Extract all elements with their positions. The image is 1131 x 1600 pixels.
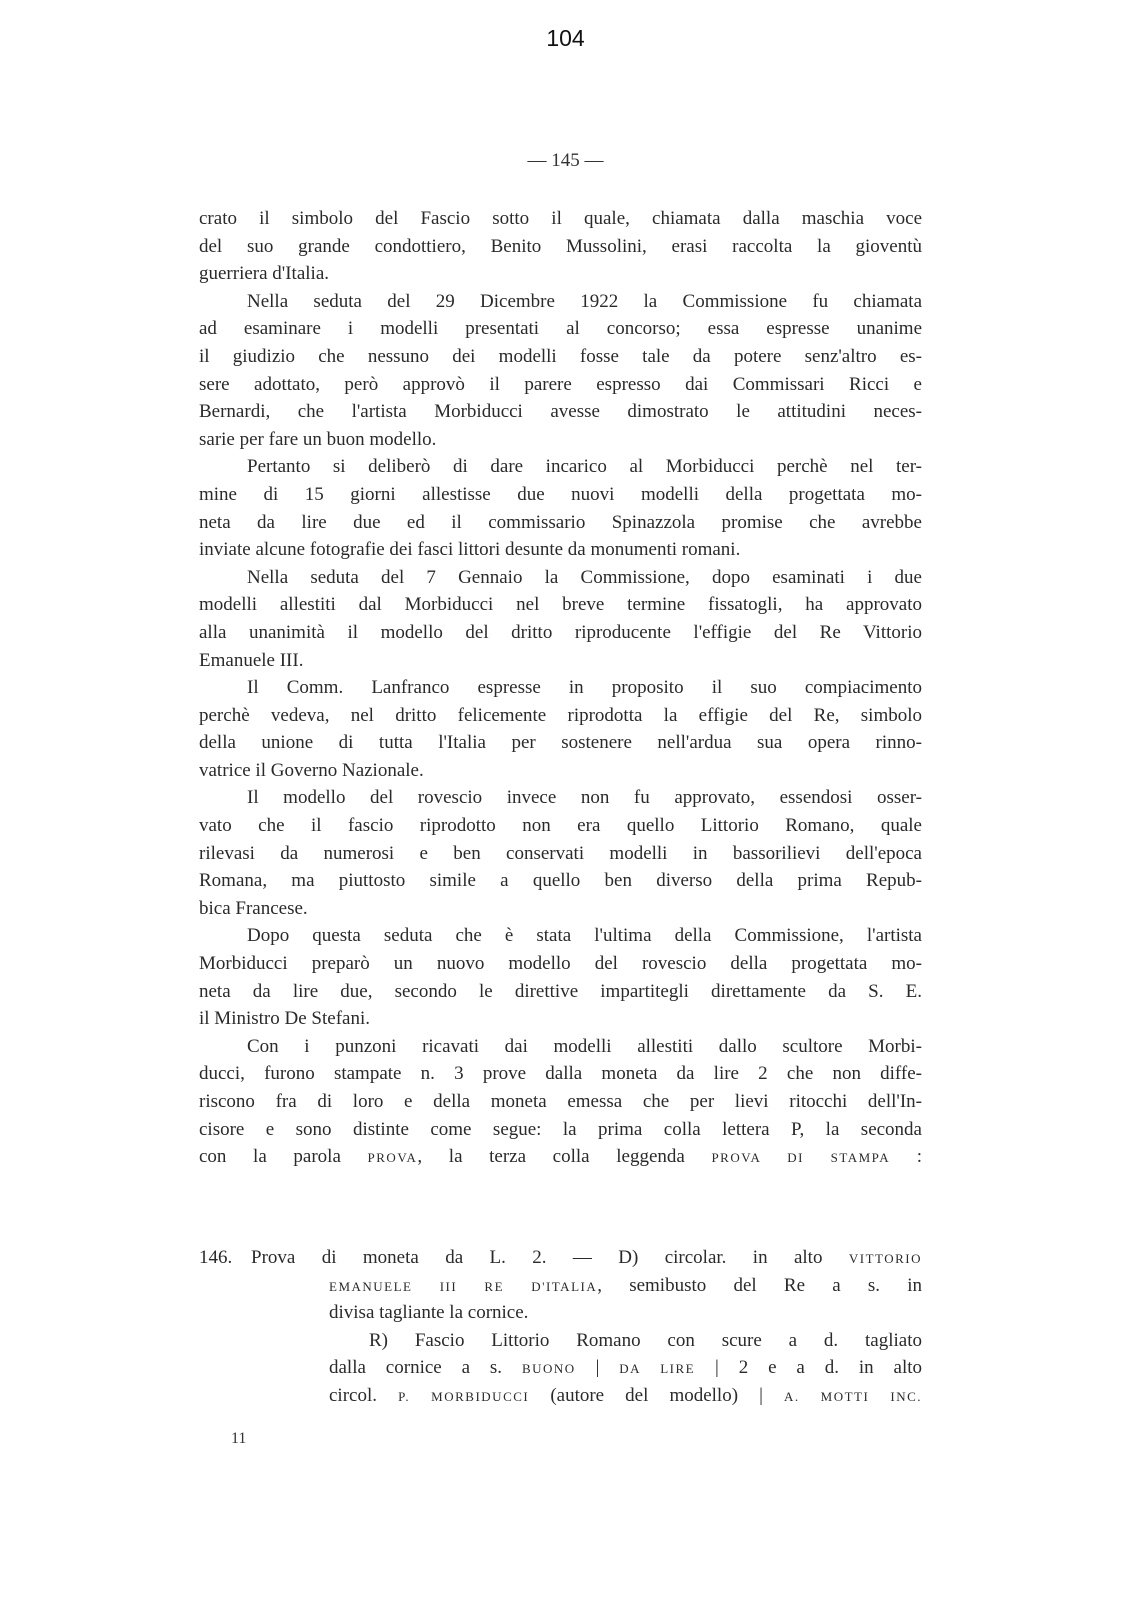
text-line: della unione di tutta l'Italia per sostenere nell'ardua sua opera rinno-	[199, 732, 922, 754]
text-line: Romana, ma piuttosto simile a quello ben diverso della prima Repub-	[199, 870, 922, 892]
text-fragment: con la parola	[199, 1146, 341, 1168]
entry-line	[329, 1382, 922, 1410]
entry-number: 146.	[199, 1247, 233, 1268]
text-line: il Ministro De Stefani.	[199, 1008, 370, 1030]
text-line: vato che il fascio riprodotto non era quello Littorio Romano, quale	[199, 815, 922, 837]
text-line: guerriera d'Italia.	[199, 263, 330, 285]
text-line: del suo grande condottiero, Benito Mussolini, erasi raccolta la gioventù	[199, 235, 922, 257]
text-line: vatrice il Governo Nazionale.	[199, 759, 424, 781]
text-line: Morbiducci preparò un nuovo modello del rovescio della progettata mo-	[199, 953, 922, 975]
text-line: riscono fra di loro e della moneta emessa che per lievi ritocchi dell'In-	[199, 1091, 922, 1112]
small-caps-word: PROVA	[367, 1150, 418, 1166]
small-caps-legend: VITTORIO	[848, 1251, 922, 1266]
text-line: Dopo questa seduta che è stata l'ultima della Commissione, l'artista	[247, 925, 922, 947]
text-line: rilevasi da numerosi e ben conservati modelli in bassorilievi dell'epoca	[199, 842, 922, 864]
signature-mark: 11	[231, 1430, 247, 1447]
entry-line: R) Fascio Littorio Romano con scure a d. tagliato	[369, 1329, 922, 1351]
small-caps-legend: BUONO	[521, 1361, 576, 1377]
text-fragment: Prova di moneta da L. 2. — D) circolar. in alto	[251, 1247, 823, 1268]
text-fragment: | 2 e a d. in alto	[715, 1357, 922, 1379]
entry-body	[329, 1272, 922, 1410]
text-line: Bernardi, che l'artista Morbiducci avesse dimostrato le attitudini neces-	[199, 401, 922, 423]
text-fragment: |	[595, 1357, 600, 1379]
text-line: ducci, furono stampate n. 3 prove dalla moneta da lire 2 che non diffe-	[199, 1063, 922, 1085]
text-line: sarie per fare un buon modello.	[199, 428, 437, 450]
text-fragment: :	[916, 1146, 923, 1168]
small-caps-legend: DA LIRE	[619, 1361, 696, 1377]
entry-line: divisa tagliante la cornice.	[329, 1302, 529, 1324]
text-line: Pertanto si deliberò di dare incarico al Morbiducci perchè nel ter-	[247, 456, 922, 478]
text-fragment: dalla cornice a s.	[329, 1357, 503, 1379]
text-line: Il Comm. Lanfranco espresse in proposito il suo compiacimento	[247, 677, 922, 699]
text-fragment: , semibusto del Re a s. in	[597, 1274, 922, 1296]
text-line: Nella seduta del 7 Gennaio la Commissione, dopo esaminati i due	[247, 566, 922, 588]
folio: — 145 —	[527, 150, 604, 171]
text-line: mine di 15 giorni allestisse due nuovi modelli della progettata mo-	[199, 483, 922, 505]
text-line: Nella seduta del 29 Dicembre 1922 la Commissione fu chiamata	[247, 290, 922, 312]
text-line: neta da lire due, secondo le direttive impartitegli direttamente da S. E.	[199, 980, 922, 1002]
page-number: 104	[546, 25, 585, 51]
text-line: perchè vedeva, nel dritto felicemente riprodotta la effigie del Re, simbolo	[199, 704, 922, 726]
text-fragment: circol.	[329, 1384, 378, 1406]
text-line: cisore e sono distinte come segue: la prima colla lettera P, la seconda	[199, 1118, 922, 1140]
small-caps-legend: P. MORBIDUCCI	[398, 1388, 530, 1404]
text-fragment: , la terza colla leggenda	[417, 1146, 685, 1168]
text-line: Il modello del rovescio invece non fu approvato, essendosi osser-	[247, 787, 922, 809]
entry-line	[329, 1272, 922, 1300]
text-fragment: (autore del modello) |	[550, 1384, 763, 1406]
text-line: Con i punzoni ricavati dai modelli allestiti dallo scultore Morbi-	[247, 1035, 922, 1057]
text-line-final	[199, 1143, 922, 1171]
text-line: il giudizio che nessuno dei modelli fosse tale da potere senz'altro es-	[199, 345, 922, 367]
entry-line	[251, 1244, 922, 1272]
text-line: sere adottato, però approvò il parere espresso dai Commissari Ricci e	[199, 373, 922, 395]
text-line: crato il simbolo del Fascio sotto il quale, chiamata dalla maschia voce	[199, 208, 922, 229]
text-line: neta da lire due ed il commissario Spinazzola promise che avrebbe	[199, 511, 922, 533]
small-caps-legend: EMANUELE III RE D'ITALIA	[329, 1278, 598, 1294]
body-text	[199, 205, 922, 1171]
text-line: alla unanimità il modello del dritto riproducente l'effigie del Re Vittorio	[199, 621, 922, 643]
text-line: ad esaminare i modelli presentati al concorso; essa espresse unanime	[199, 318, 922, 340]
small-caps-legend: PROVA DI STAMPA	[711, 1150, 891, 1166]
text-line: bica Francese.	[199, 897, 308, 919]
text-line: Emanuele III.	[199, 649, 304, 671]
entry-line	[329, 1354, 922, 1382]
text-line: modelli allestiti dal Morbiducci nel breve termine fissatogli, ha approvato	[199, 594, 922, 616]
small-caps-legend: A. MOTTI INC.	[783, 1388, 923, 1404]
text-line: inviate alcune fotografie dei fasci littori desunte da monumenti romani.	[199, 539, 741, 561]
